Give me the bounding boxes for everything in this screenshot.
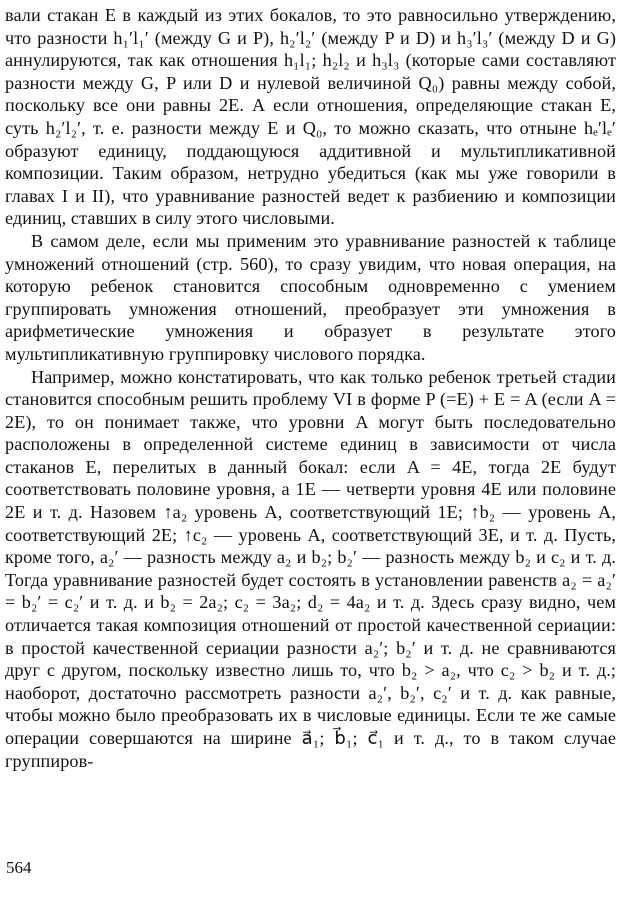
paragraph-continuation: вали стакан E в каждый из этих бокалов, то это равносильно утверждению, что разности h₁′l₁′ (между G и P), h₂′l₂′ (между P и D) и h₃′l₃′ (между D и G) аннулируются, так как отношения h₁l₁; h₂l₂ и h₃l₃ (которые сами составляют разности между G, P или D и нулевой величиной Q₀) равны между собой, поскольку все они равны 2E. А если отношения, определяющие стакан E, суть h₂′l₂′, т. е. разности между E и Q₀, то можно сказать, что отныне hₑ′lₑ′ образуют единицу, поддающуюся аддитивной и мультипликативной композиции. Таким образом, нетрудно убедиться (как мы уже говорили в главах I и II), что уравнивание разностей ведет к разбиению и композиции единиц, ставших в силу этого числовыми. <box>5 5 616 229</box>
paragraph-second: В самом деле, если мы применим это уравнивание разностей к таблице умножений отношений (стр. 560), то сразу увидим, что новая операция, на которую ребенок становится способным одновременно с умением группировать умножения отношений, преобразует эти умножения в арифметические умножения и образует в результате этого мультипликативную группировку числового порядка. <box>5 230 616 364</box>
page-number: 564 <box>6 858 32 877</box>
paragraph-third: Например, можно констатировать, что как только ребенок третьей стадии становится способным решить проблему VI в форме P (=E) + E = A (если A = 2E), то он понимает также, что уровни A могут быть последовательно расположены в определенной системе единиц в зависимости от числа стаканов E, перелитых в данный бокал: если A = 4E, тогда 2E будут соответствовать половине уровня, а 1E — четверти уровня 4E или половине 2E и т. д. Назовем ↑a₂ уровень A, соответствующий 1E; ↑b₂ — уровень A, соответствующий 2E; ↑c₂ — уровень A, соответствующий 3E, и т. д. Пусть, кроме того, a₂′ — разность между a₂ и b₂; b₂′ — разность между b₂ и c₂ и т. д. Тогда уравнивание разностей будет состоять в установлении равенств a₂ = a₂′ = b₂′ = c₂′ и т. д. и b₂ = 2a₂; c₂ = 3a₂; d₂ = 4a₂ и т. д. Здесь сразу видно, чем отличается такая композиция отношений от простой качественной сериации: в простой качественной сериации разности a₂′; b₂′ и т. д. не сравниваются друг с другом, поскольку известно лишь то, что b₂ > a₂, что c₂ > b₂ и т. д.; наоборот, достаточно рассмотреть разности a₂′, b₂′, c₂′ и т. д. как равные, чтобы можно было преобразовать их в числовые единицы. Если те же самые операции совершаются на ширине a⃗₁; b⃗₁; c⃗₁ и т. д., то в таком случае группиров- <box>5 366 616 771</box>
